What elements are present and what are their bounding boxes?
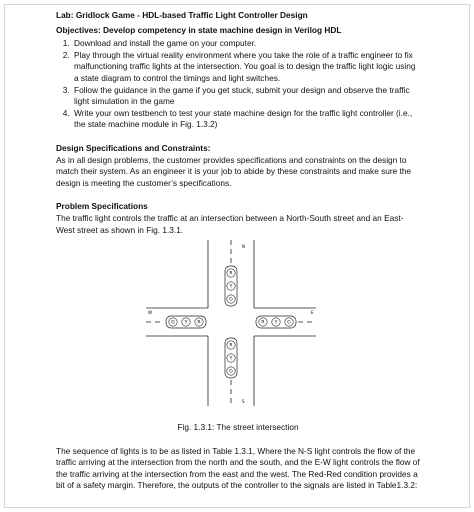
figure-caption: Fig. 1.3.1: The street intersection — [177, 422, 299, 433]
problem-heading: Problem Specifications — [56, 201, 148, 212]
design-paragraph: As in all design problems, the customer provides specifications and constraints on the design to match their system. As an engineer it is your job to abide by these constraints and make sure the design is meeting the customer’s specifications. — [56, 154, 412, 188]
south-label: S — [242, 399, 245, 405]
light-letter: G — [287, 320, 291, 326]
intersection-figure — [56, 240, 420, 410]
south-traffic-light — [225, 338, 237, 378]
intersection-diagram — [146, 240, 316, 410]
north-traffic-light — [225, 266, 237, 306]
light-letter: G — [171, 320, 175, 326]
north-label: N — [242, 244, 245, 250]
design-heading: Design Specifications and Constraints: — [56, 142, 211, 153]
light-letter: G — [229, 297, 233, 303]
document-content — [56, 10, 420, 492]
west-label: W — [148, 310, 152, 316]
lab-title: Lab: Gridlock Game - HDL-based Traffic Light Controller Design — [56, 10, 308, 20]
light-letter: Y — [274, 320, 278, 326]
problem-paragraph: The traffic light controls the traffic at an intersection between a North-South street and an East-West street as shown in Fig. 1.3.1. — [56, 212, 404, 235]
light-letter: Y — [229, 356, 233, 362]
light-letter: R — [229, 271, 233, 277]
step-item: 1. Download and install the game on your computer. — [72, 38, 420, 50]
light-letter: Y — [184, 320, 188, 326]
light-letter: R — [229, 343, 233, 349]
east-traffic-light — [256, 316, 296, 328]
objectives-heading: Objectives: Develop competency in state machine design in Verilog HDL — [56, 24, 342, 35]
east-label: E — [311, 310, 314, 316]
steps-list — [56, 38, 420, 131]
light-letter: G — [229, 369, 233, 375]
step-item: 2. Play through the virtual reality environment where you take the role of a traffic engineer to fix malfunctioning traffic lights at the intersection. You goal is to design the traffic light logic using a state diagram to control the timings and light switches. — [72, 50, 420, 85]
light-letter: Y — [229, 284, 233, 290]
west-traffic-light — [166, 316, 206, 328]
step-item: 4. Write your own testbench to test your state machine design for the traffic light controller (i.e., the state machine module in Fig. 1.3.2) — [72, 108, 420, 131]
light-letter: R — [261, 320, 265, 326]
step-item: 3. Follow the guidance in the game if you get stuck, submit your design and observe the traffic light simulation in the game — [72, 85, 420, 108]
closing-paragraph: The sequence of lights is to be as listed in Table 1.3.1, Where the N-S light controls the flow of the traffic arriving at the intersection from the north and the south, and the E-W light controls the flow of the traffic arriving at the intersection from the east and the west. The Red-Red condition provides a bit of a safety margin. Therefore, the outputs of the controller to the signals are listed in Table1.3.2: — [56, 445, 420, 491]
light-letter: R — [197, 320, 201, 326]
